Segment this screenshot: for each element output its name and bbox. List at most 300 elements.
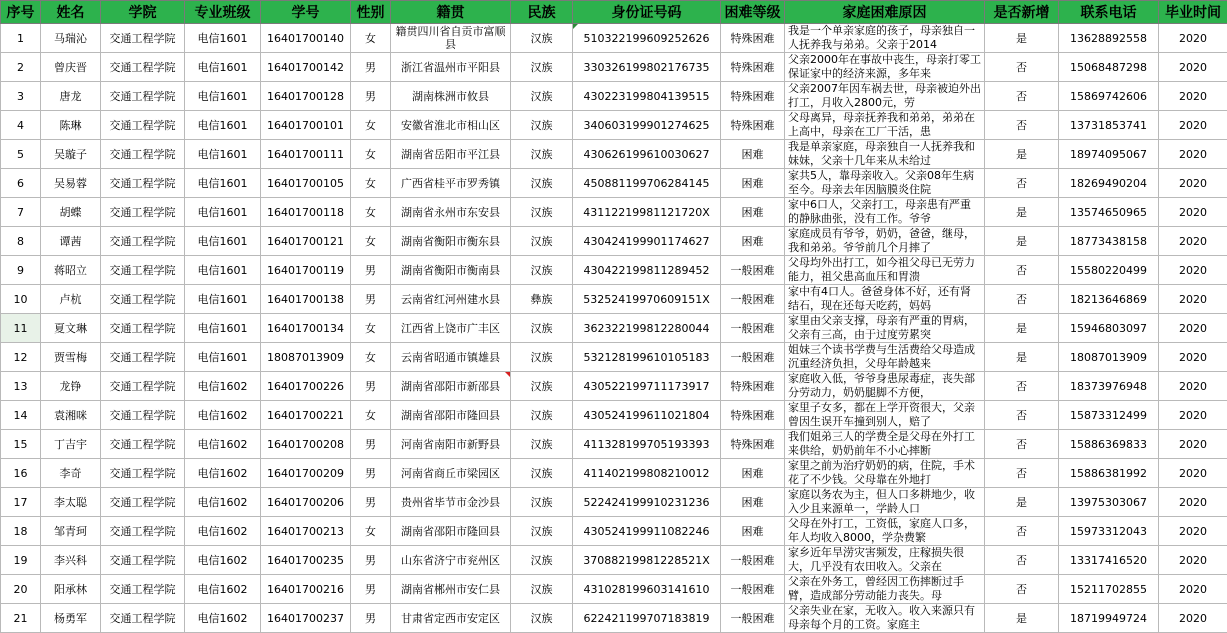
cell-class[interactable]: 电信1601	[185, 256, 261, 285]
cell-college[interactable]: 交通工程学院	[101, 314, 185, 343]
cell-difficulty-reason[interactable]	[785, 401, 985, 430]
cell-gender[interactable]: 男	[351, 53, 391, 82]
cell-difficulty-reason[interactable]	[785, 314, 985, 343]
cell-name[interactable]: 曾庆晋	[41, 53, 101, 82]
cell-college[interactable]: 交通工程学院	[101, 546, 185, 575]
cell-index[interactable]: 20	[1, 575, 41, 604]
cell-phone[interactable]: 18269490204	[1059, 169, 1159, 198]
cell-is-new[interactable]: 是	[985, 227, 1059, 256]
cell-student-id[interactable]: 16401700140	[261, 24, 351, 53]
cell-origin[interactable]: 湖南省衡阳市衡南县	[391, 256, 511, 285]
cell-name[interactable]: 李奇	[41, 459, 101, 488]
col-header-class[interactable]: 专业班级	[185, 1, 261, 24]
cell-gender[interactable]: 男	[351, 546, 391, 575]
cell-class[interactable]: 电信1601	[185, 82, 261, 111]
cell-difficulty-reason[interactable]	[785, 517, 985, 546]
cell-index[interactable]: 4	[1, 111, 41, 140]
cell-student-id[interactable]: 16401700209	[261, 459, 351, 488]
cell-name[interactable]: 丁吉宇	[41, 430, 101, 459]
cell-student-id[interactable]: 16401700216	[261, 575, 351, 604]
cell-id-card[interactable]: 532128199610105183	[573, 343, 721, 372]
cell-ethnicity[interactable]: 汉族	[511, 488, 573, 517]
cell-index[interactable]: 17	[1, 488, 41, 517]
cell-name[interactable]: 卢杭	[41, 285, 101, 314]
cell-id-card[interactable]: 430524199911082246	[573, 517, 721, 546]
cell-graduation[interactable]: 2020	[1159, 546, 1227, 575]
cell-graduation[interactable]: 2020	[1159, 24, 1227, 53]
cell-student-id[interactable]: 16401700111	[261, 140, 351, 169]
cell-college[interactable]: 交通工程学院	[101, 82, 185, 111]
table-row[interactable]	[1, 53, 1227, 82]
cell-difficulty-reason[interactable]	[785, 575, 985, 604]
cell-difficulty-level[interactable]: 特殊困难	[721, 372, 785, 401]
cell-college[interactable]: 交通工程学院	[101, 575, 185, 604]
cell-class[interactable]: 电信1602	[185, 575, 261, 604]
table-row[interactable]	[1, 82, 1227, 111]
cell-origin[interactable]: 山东省济宁市兖州区	[391, 546, 511, 575]
cell-difficulty-reason[interactable]	[785, 24, 985, 53]
cell-difficulty-reason[interactable]	[785, 227, 985, 256]
cell-gender[interactable]: 女	[351, 140, 391, 169]
cell-name[interactable]: 贾雪梅	[41, 343, 101, 372]
cell-class[interactable]: 电信1602	[185, 517, 261, 546]
cell-index[interactable]: 18	[1, 517, 41, 546]
cell-gender[interactable]: 女	[351, 111, 391, 140]
cell-class[interactable]: 电信1601	[185, 111, 261, 140]
cell-college[interactable]: 交通工程学院	[101, 140, 185, 169]
cell-is-new[interactable]: 是	[985, 140, 1059, 169]
cell-gender[interactable]: 男	[351, 430, 391, 459]
col-header-graduation[interactable]: 毕业时间	[1159, 1, 1227, 24]
cell-ethnicity[interactable]: 汉族	[511, 256, 573, 285]
col-header-ethnicity[interactable]: 民族	[511, 1, 573, 24]
cell-ethnicity[interactable]: 汉族	[511, 517, 573, 546]
cell-difficulty-level[interactable]: 特殊困难	[721, 82, 785, 111]
cell-difficulty-level[interactable]: 特殊困难	[721, 53, 785, 82]
cell-difficulty-level[interactable]: 困难	[721, 488, 785, 517]
col-header-college[interactable]: 学院	[101, 1, 185, 24]
cell-difficulty-reason[interactable]	[785, 111, 985, 140]
cell-difficulty-level[interactable]: 一般困难	[721, 604, 785, 633]
cell-difficulty-reason[interactable]	[785, 372, 985, 401]
cell-origin[interactable]: 湖南省邵阳市隆回县	[391, 401, 511, 430]
cell-difficulty-level[interactable]: 特殊困难	[721, 401, 785, 430]
cell-phone[interactable]: 15886381992	[1059, 459, 1159, 488]
cell-gender[interactable]: 女	[351, 227, 391, 256]
cell-id-card[interactable]: 411328199705193393	[573, 430, 721, 459]
cell-is-new[interactable]: 否	[985, 401, 1059, 430]
cell-student-id[interactable]: 16401700235	[261, 546, 351, 575]
cell-id-card[interactable]: 430422199811289452	[573, 256, 721, 285]
cell-ethnicity[interactable]: 汉族	[511, 372, 573, 401]
cell-id-card[interactable]: 43112219981121720X	[573, 198, 721, 227]
col-header-is-new[interactable]: 是否新增	[985, 1, 1059, 24]
cell-difficulty-reason[interactable]	[785, 140, 985, 169]
table-row[interactable]	[1, 575, 1227, 604]
cell-index[interactable]: 6	[1, 169, 41, 198]
cell-ethnicity[interactable]: 汉族	[511, 111, 573, 140]
cell-index[interactable]: 13	[1, 372, 41, 401]
cell-phone[interactable]: 13975303067	[1059, 488, 1159, 517]
table-row[interactable]	[1, 604, 1227, 633]
cell-id-card[interactable]: 340603199901274625	[573, 111, 721, 140]
cell-class[interactable]: 电信1601	[185, 343, 261, 372]
cell-id-card[interactable]: 510322199609252626	[573, 24, 721, 53]
cell-difficulty-reason[interactable]	[785, 604, 985, 633]
cell-origin[interactable]: 云南省昭通市镇雄县	[391, 343, 511, 372]
cell-name[interactable]: 龙铮	[41, 372, 101, 401]
cell-is-new[interactable]: 是	[985, 198, 1059, 227]
cell-is-new[interactable]: 否	[985, 285, 1059, 314]
cell-origin[interactable]: 湖南省永州市东安县	[391, 198, 511, 227]
cell-difficulty-reason[interactable]	[785, 459, 985, 488]
cell-graduation[interactable]: 2020	[1159, 227, 1227, 256]
cell-student-id[interactable]: 16401700105	[261, 169, 351, 198]
cell-student-id[interactable]: 16401700208	[261, 430, 351, 459]
cell-id-card[interactable]: 330326199802176735	[573, 53, 721, 82]
cell-is-new[interactable]: 否	[985, 459, 1059, 488]
table-row[interactable]	[1, 256, 1227, 285]
cell-gender[interactable]: 女	[351, 314, 391, 343]
col-header-phone[interactable]: 联系电话	[1059, 1, 1159, 24]
cell-phone[interactable]: 18373976948	[1059, 372, 1159, 401]
cell-ethnicity[interactable]: 汉族	[511, 401, 573, 430]
cell-name[interactable]: 袁湘咪	[41, 401, 101, 430]
cell-origin[interactable]: 湖南省郴州市安仁县	[391, 575, 511, 604]
cell-graduation[interactable]: 2020	[1159, 256, 1227, 285]
table-row[interactable]	[1, 169, 1227, 198]
cell-graduation[interactable]: 2020	[1159, 314, 1227, 343]
cell-ethnicity[interactable]: 汉族	[511, 169, 573, 198]
cell-difficulty-reason[interactable]	[785, 53, 985, 82]
cell-name[interactable]: 陈琳	[41, 111, 101, 140]
cell-origin[interactable]: 安徽省淮北市相山区	[391, 111, 511, 140]
cell-ethnicity[interactable]: 汉族	[511, 343, 573, 372]
col-header-difficulty-level[interactable]: 困难等级	[721, 1, 785, 24]
cell-id-card[interactable]: 450881199706284145	[573, 169, 721, 198]
cell-college[interactable]: 交通工程学院	[101, 24, 185, 53]
cell-name[interactable]: 谭茜	[41, 227, 101, 256]
cell-is-new[interactable]: 否	[985, 53, 1059, 82]
cell-gender[interactable]: 男	[351, 285, 391, 314]
cell-gender[interactable]: 女	[351, 169, 391, 198]
cell-ethnicity[interactable]: 汉族	[511, 546, 573, 575]
cell-phone[interactable]: 15580220499	[1059, 256, 1159, 285]
cell-is-new[interactable]: 是	[985, 488, 1059, 517]
cell-gender[interactable]: 女	[351, 343, 391, 372]
table-row[interactable]	[1, 111, 1227, 140]
cell-class[interactable]: 电信1602	[185, 401, 261, 430]
cell-origin[interactable]: 湖南株洲市攸县	[391, 82, 511, 111]
cell-student-id[interactable]: 16401700121	[261, 227, 351, 256]
cell-difficulty-level[interactable]: 特殊困难	[721, 24, 785, 53]
cell-name[interactable]: 唐龙	[41, 82, 101, 111]
cell-class[interactable]: 电信1601	[185, 53, 261, 82]
cell-difficulty-reason[interactable]	[785, 169, 985, 198]
cell-index[interactable]: 14	[1, 401, 41, 430]
cell-id-card[interactable]: 362322199812280044	[573, 314, 721, 343]
cell-is-new[interactable]: 是	[985, 604, 1059, 633]
cell-name[interactable]: 李太聪	[41, 488, 101, 517]
table-row[interactable]	[1, 488, 1227, 517]
cell-is-new[interactable]: 否	[985, 256, 1059, 285]
cell-ethnicity[interactable]: 汉族	[511, 82, 573, 111]
cell-student-id[interactable]: 16401700237	[261, 604, 351, 633]
cell-gender[interactable]: 女	[351, 517, 391, 546]
cell-ethnicity[interactable]: 汉族	[511, 227, 573, 256]
cell-origin[interactable]: 湖南省邵阳市隆回县	[391, 517, 511, 546]
cell-class[interactable]: 电信1601	[185, 285, 261, 314]
cell-index[interactable]: 16	[1, 459, 41, 488]
cell-id-card[interactable]: 430424199901174627	[573, 227, 721, 256]
table-row[interactable]	[1, 24, 1227, 53]
cell-index[interactable]: 15	[1, 430, 41, 459]
table-row[interactable]	[1, 198, 1227, 227]
table-row[interactable]	[1, 401, 1227, 430]
cell-difficulty-level[interactable]: 特殊困难	[721, 430, 785, 459]
cell-ethnicity[interactable]: 汉族	[511, 430, 573, 459]
cell-gender[interactable]: 男	[351, 372, 391, 401]
cell-student-id[interactable]: 16401700119	[261, 256, 351, 285]
cell-class[interactable]: 电信1601	[185, 198, 261, 227]
cell-gender[interactable]: 男	[351, 488, 391, 517]
cell-student-id[interactable]: 16401700221	[261, 401, 351, 430]
cell-graduation[interactable]: 2020	[1159, 82, 1227, 111]
cell-gender[interactable]: 男	[351, 82, 391, 111]
cell-graduation[interactable]: 2020	[1159, 517, 1227, 546]
cell-name[interactable]: 吴易蓉	[41, 169, 101, 198]
cell-id-card[interactable]: 430522199711173917	[573, 372, 721, 401]
table-row[interactable]	[1, 517, 1227, 546]
cell-college[interactable]: 交通工程学院	[101, 604, 185, 633]
cell-index[interactable]: 12	[1, 343, 41, 372]
cell-id-card[interactable]: 37088219981228521X	[573, 546, 721, 575]
cell-class[interactable]: 电信1602	[185, 372, 261, 401]
cell-phone[interactable]: 18773438158	[1059, 227, 1159, 256]
cell-difficulty-reason[interactable]	[785, 256, 985, 285]
col-header-id-card[interactable]: 身份证号码	[573, 1, 721, 24]
cell-difficulty-level[interactable]: 困难	[721, 227, 785, 256]
cell-difficulty-reason[interactable]	[785, 343, 985, 372]
table-row[interactable]	[1, 343, 1227, 372]
cell-difficulty-level[interactable]: 一般困难	[721, 285, 785, 314]
cell-name[interactable]: 马瑞沁	[41, 24, 101, 53]
cell-class[interactable]: 电信1601	[185, 140, 261, 169]
cell-phone[interactable]: 18087013909	[1059, 343, 1159, 372]
cell-origin[interactable]: 湖南省岳阳市平江县	[391, 140, 511, 169]
col-header-index[interactable]: 序号	[1, 1, 41, 24]
cell-graduation[interactable]: 2020	[1159, 372, 1227, 401]
cell-index[interactable]: 3	[1, 82, 41, 111]
cell-is-new[interactable]: 是	[985, 343, 1059, 372]
cell-difficulty-level[interactable]: 一般困难	[721, 546, 785, 575]
cell-difficulty-level[interactable]: 特殊困难	[721, 111, 785, 140]
cell-student-id[interactable]: 16401700142	[261, 53, 351, 82]
cell-phone[interactable]: 15068487298	[1059, 53, 1159, 82]
cell-index[interactable]: 19	[1, 546, 41, 575]
cell-is-new[interactable]: 是	[985, 24, 1059, 53]
cell-ethnicity[interactable]: 汉族	[511, 198, 573, 227]
cell-phone[interactable]: 13628892558	[1059, 24, 1159, 53]
cell-id-card[interactable]: 430524199611021804	[573, 401, 721, 430]
cell-college[interactable]: 交通工程学院	[101, 53, 185, 82]
cell-index[interactable]: 11	[1, 314, 41, 343]
cell-difficulty-reason[interactable]	[785, 488, 985, 517]
cell-graduation[interactable]: 2020	[1159, 169, 1227, 198]
cell-id-card[interactable]: 522424199910231236	[573, 488, 721, 517]
cell-index[interactable]: 9	[1, 256, 41, 285]
cell-phone[interactable]: 13574650965	[1059, 198, 1159, 227]
cell-difficulty-reason[interactable]	[785, 285, 985, 314]
cell-is-new[interactable]: 否	[985, 169, 1059, 198]
cell-ethnicity[interactable]: 汉族	[511, 53, 573, 82]
cell-is-new[interactable]: 否	[985, 82, 1059, 111]
cell-class[interactable]: 电信1601	[185, 314, 261, 343]
cell-id-card[interactable]: 431028199603141610	[573, 575, 721, 604]
cell-index[interactable]: 21	[1, 604, 41, 633]
cell-name[interactable]: 夏文琳	[41, 314, 101, 343]
cell-college[interactable]: 交通工程学院	[101, 343, 185, 372]
cell-origin[interactable]: 甘肃省定西市安定区	[391, 604, 511, 633]
cell-name[interactable]: 吴璇子	[41, 140, 101, 169]
cell-is-new[interactable]: 否	[985, 517, 1059, 546]
cell-phone[interactable]: 18974095067	[1059, 140, 1159, 169]
cell-origin[interactable]: 湖南省邵阳市新邵县	[391, 372, 511, 401]
cell-difficulty-level[interactable]: 一般困难	[721, 256, 785, 285]
cell-index[interactable]: 10	[1, 285, 41, 314]
cell-college[interactable]: 交通工程学院	[101, 459, 185, 488]
cell-index[interactable]: 8	[1, 227, 41, 256]
cell-gender[interactable]: 男	[351, 575, 391, 604]
cell-origin[interactable]: 河南省南阳市新野县	[391, 430, 511, 459]
cell-gender[interactable]: 女	[351, 401, 391, 430]
cell-is-new[interactable]: 否	[985, 430, 1059, 459]
table-row[interactable]	[1, 546, 1227, 575]
col-header-origin[interactable]: 籍贯	[391, 1, 511, 24]
cell-student-id[interactable]: 16401700118	[261, 198, 351, 227]
cell-college[interactable]: 交通工程学院	[101, 256, 185, 285]
cell-gender[interactable]: 男	[351, 604, 391, 633]
cell-difficulty-level[interactable]: 困难	[721, 169, 785, 198]
cell-origin[interactable]: 江西省上饶市广丰区	[391, 314, 511, 343]
cell-graduation[interactable]: 2020	[1159, 401, 1227, 430]
cell-origin[interactable]: 云南省红河州建水县	[391, 285, 511, 314]
cell-ethnicity[interactable]: 汉族	[511, 575, 573, 604]
cell-gender[interactable]: 男	[351, 256, 391, 285]
cell-ethnicity[interactable]: 汉族	[511, 604, 573, 633]
cell-name[interactable]: 邹青珂	[41, 517, 101, 546]
cell-difficulty-level[interactable]: 困难	[721, 140, 785, 169]
cell-graduation[interactable]: 2020	[1159, 343, 1227, 372]
col-header-student-id[interactable]: 学号	[261, 1, 351, 24]
cell-class[interactable]: 电信1602	[185, 546, 261, 575]
cell-origin[interactable]: 湖南省衡阳市衡东县	[391, 227, 511, 256]
table-row[interactable]	[1, 430, 1227, 459]
cell-phone[interactable]: 13317416520	[1059, 546, 1159, 575]
cell-id-card[interactable]: 53252419970609151X	[573, 285, 721, 314]
cell-student-id[interactable]: 16401700101	[261, 111, 351, 140]
cell-name[interactable]: 李兴科	[41, 546, 101, 575]
cell-graduation[interactable]: 2020	[1159, 53, 1227, 82]
cell-difficulty-level[interactable]: 一般困难	[721, 575, 785, 604]
cell-college[interactable]: 交通工程学院	[101, 517, 185, 546]
cell-phone[interactable]: 15869742606	[1059, 82, 1159, 111]
cell-origin[interactable]	[391, 24, 511, 53]
cell-phone[interactable]: 15873312499	[1059, 401, 1159, 430]
cell-student-id[interactable]: 16401700138	[261, 285, 351, 314]
table-row[interactable]	[1, 227, 1227, 256]
cell-origin[interactable]: 广西省桂平市罗秀镇	[391, 169, 511, 198]
cell-graduation[interactable]: 2020	[1159, 140, 1227, 169]
cell-student-id[interactable]: 18087013909	[261, 343, 351, 372]
cell-phone[interactable]: 18213646869	[1059, 285, 1159, 314]
cell-college[interactable]: 交通工程学院	[101, 488, 185, 517]
cell-ethnicity[interactable]: 汉族	[511, 140, 573, 169]
cell-phone[interactable]: 15211702855	[1059, 575, 1159, 604]
cell-class[interactable]: 电信1601	[185, 227, 261, 256]
cell-index[interactable]: 2	[1, 53, 41, 82]
cell-origin[interactable]: 贵州省毕节市金沙县	[391, 488, 511, 517]
cell-phone[interactable]: 13731853741	[1059, 111, 1159, 140]
cell-index[interactable]: 5	[1, 140, 41, 169]
table-row[interactable]	[1, 459, 1227, 488]
col-header-difficulty-reason[interactable]: 家庭困难原因	[785, 1, 985, 24]
cell-graduation[interactable]: 2020	[1159, 111, 1227, 140]
col-header-name[interactable]: 姓名	[41, 1, 101, 24]
cell-class[interactable]: 电信1601	[185, 169, 261, 198]
cell-difficulty-reason[interactable]	[785, 430, 985, 459]
cell-difficulty-reason[interactable]	[785, 82, 985, 111]
cell-graduation[interactable]: 2020	[1159, 488, 1227, 517]
cell-class[interactable]: 电信1602	[185, 604, 261, 633]
cell-graduation[interactable]: 2020	[1159, 459, 1227, 488]
cell-college[interactable]: 交通工程学院	[101, 227, 185, 256]
table-row[interactable]	[1, 140, 1227, 169]
cell-college[interactable]: 交通工程学院	[101, 169, 185, 198]
cell-origin[interactable]: 浙江省温州市平阳县	[391, 53, 511, 82]
cell-college[interactable]: 交通工程学院	[101, 401, 185, 430]
cell-graduation[interactable]: 2020	[1159, 430, 1227, 459]
cell-difficulty-level[interactable]: 困难	[721, 517, 785, 546]
cell-student-id[interactable]: 16401700226	[261, 372, 351, 401]
cell-origin[interactable]: 河南省商丘市梁园区	[391, 459, 511, 488]
cell-gender[interactable]: 女	[351, 24, 391, 53]
cell-phone[interactable]: 15973312043	[1059, 517, 1159, 546]
cell-student-id[interactable]: 16401700134	[261, 314, 351, 343]
cell-gender[interactable]: 女	[351, 198, 391, 227]
cell-graduation[interactable]: 2020	[1159, 604, 1227, 633]
cell-class[interactable]: 电信1602	[185, 430, 261, 459]
cell-index[interactable]: 7	[1, 198, 41, 227]
cell-student-id[interactable]: 16401700128	[261, 82, 351, 111]
cell-id-card[interactable]: 430626199610030627	[573, 140, 721, 169]
col-header-gender[interactable]: 性别	[351, 1, 391, 24]
cell-phone[interactable]: 15886369833	[1059, 430, 1159, 459]
table-row[interactable]	[1, 285, 1227, 314]
cell-difficulty-level[interactable]: 一般困难	[721, 343, 785, 372]
cell-is-new[interactable]: 否	[985, 575, 1059, 604]
cell-graduation[interactable]: 2020	[1159, 285, 1227, 314]
cell-college[interactable]: 交通工程学院	[101, 430, 185, 459]
cell-id-card[interactable]: 430223199804139515	[573, 82, 721, 111]
cell-is-new[interactable]: 是	[985, 314, 1059, 343]
cell-ethnicity[interactable]: 彝族	[511, 285, 573, 314]
cell-graduation[interactable]: 2020	[1159, 198, 1227, 227]
cell-name[interactable]: 阳承林	[41, 575, 101, 604]
cell-difficulty-reason[interactable]	[785, 198, 985, 227]
cell-name[interactable]: 蒋昭立	[41, 256, 101, 285]
table-row[interactable]	[1, 372, 1227, 401]
